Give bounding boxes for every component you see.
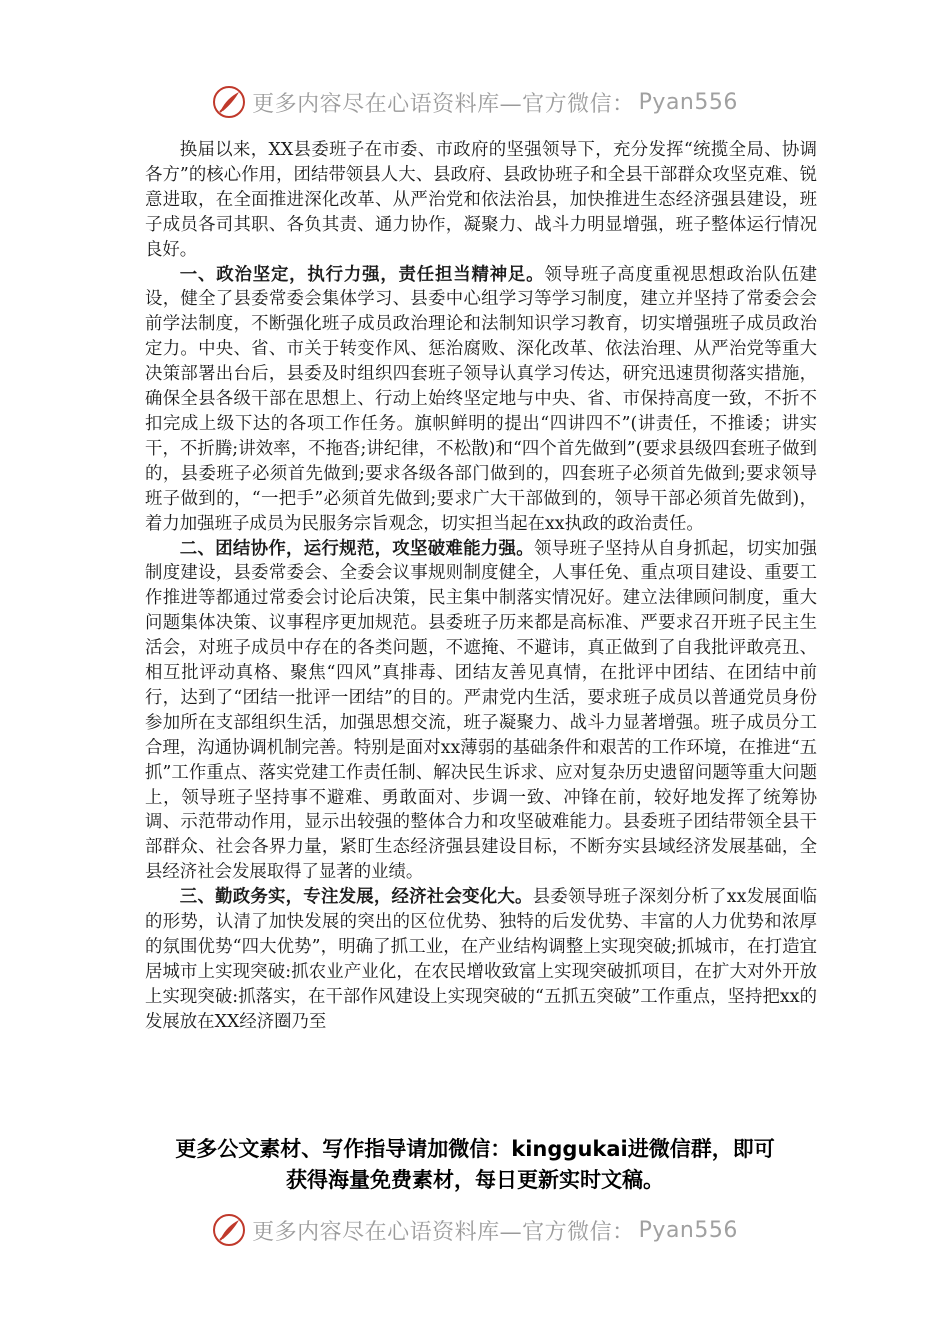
- paragraph-section-3: [145, 885, 817, 1034]
- watermark-wechat-id: Pyan556: [638, 89, 738, 115]
- footer-promo-note: [100, 1134, 850, 1196]
- paragraph-heading: 一、政治坚定，执行力强，责任担当精神足。: [179, 264, 545, 285]
- watermark-text: 更多内容尽在心语资料库—官方微信：: [252, 91, 635, 117]
- paragraph-text: 领导班子高度重视思想政治队伍建设，健全了县委常委会集体学习、县委中心组学习等学习制度，建立并坚持了常委会会前学法制度，不断强化班子成员政治理论和法制知识学习教育，切实增强班子成员政治定力。中央、省、市关于转变作风、惩治腐败、深化改革、依法治理、从严治党等重大决策部署出台后，县委及时组织四套班子领导认真学习传达，研究迅速贯彻落实措施，确保全县各级干部在思想上、行动上始终坚定地与中央、省、市保持高度一致，不折不扣完成上级下达的各项工作任务。旗帜鲜明的提出“四讲四不”(讲责任，不推诿；讲实干，不折腾;讲效率，不拖沓;讲纪律，不松散)和“四个首先做到”(要求县级四套班子做到的，县委班子必须首先做到;要求各级各部门做到的，四套班子必须首先做到;要求领导班子做到的，“一把手”必须首先做到;要求广大干部做到的，领导干部必须首先做到)，着力加强班子成员为民服务宗旨观念，切实担当起在xx执政的政治责任。: [145, 264, 817, 534]
- watermark-wechat-id: Pyan556: [638, 1217, 738, 1243]
- paragraph-text: 县委领导班子深刻分析了xx发展面临的形势，认清了加快发展的突出的区位优势、独特的后发优势、丰富的人力优势和浓厚的氛围优势“四大优势”，明确了抓工业，在产业结构调整上实现突破;抓城市，在打造宜居城市上实现突破:抓农业产业化，在农民增收致富上实现突破抓项目，在扩大对外开放上实现突破:抓落实，在干部作风建设上实现突破的“五抓五突破”工作重点，坚持把xx的发展放在XX经济圈乃至: [145, 887, 817, 1032]
- watermark-text: 更多内容尽在心语资料库—官方微信：: [252, 1219, 635, 1245]
- paragraph-section-1: [145, 263, 817, 537]
- footer-promo-line-2: 获得海量免费素材，每日更新实时文稿。: [286, 1168, 664, 1192]
- watermark-header: [0, 80, 950, 124]
- footer-promo-line-1: 更多公文素材、写作指导请加微信：kinggukai进微信群，即可: [175, 1137, 775, 1161]
- paragraph-text: 领导班子坚持从自身抓起，切实加强制度建设，县委常委会、全委会议事规则制度健全，人事任免、重点项目建设、重要工作推进等都通过常委会讨论后决策，民主集中制落实情况好。建立法律顾问制度，重大问题集体决策、议事程序更加规范。县委班子历来都是高标准、严要求召开班子民主生活会，对班子成员中存在的各类问题，不遮掩、不避讳，真正做到了自我批评敢亮丑、相互批评动真格、聚焦“四风”真排毒、团结友善见真情，在批评中团结、在团结中前行，达到了“团结一批评一团结”的目的。严肃党内生活，要求班子成员以普通党员身份参加所在支部组织生活，加强思想交流，班子凝聚力、战斗力显著增强。班子成员分工合理，沟通协调机制完善。特别是面对xx薄弱的基础条件和艰苦的工作环境，在推进“五抓”工作重点、落实党建工作责任制、解决民生诉求、应对复杂历史遗留问题等重大问题上，领导班子坚持事不避难、勇敢面对、步调一致、冲锋在前，较好地发挥了统筹协调、示范带动作用，显示出较强的整体合力和攻坚破难能力。县委班子团结带领全县干部群众、社会各界力量，紧盯生态经济强县建设目标，不断夯实县域经济发展基础，全县经济社会发展取得了显著的业绩。: [145, 538, 817, 883]
- document-body: [145, 138, 817, 1035]
- feather-pen-logo-icon: [212, 85, 246, 119]
- watermark-footer: [0, 1208, 950, 1252]
- feather-pen-logo-icon: [212, 1213, 246, 1247]
- paragraph-heading: 二、团结协作，运行规范，攻坚破难能力强。: [179, 538, 534, 559]
- paragraph-intro: [145, 138, 817, 263]
- paragraph-heading: 三、勤政务实，专注发展，经济社会变化大。: [179, 887, 533, 908]
- paragraph-section-2: [145, 537, 817, 886]
- paragraph-text: 换届以来，XX县委班子在市委、市政府的坚强领导下，充分发挥“统揽全局、协调各方”的核心作用，团结带领县人大、县政府、县政协班子和全县干部群众攻坚克难、锐意进取，在全面推进深化改革、从严治党和依法治县，加快推进生态经济强县建设，班子成员各司其职、各负其责、通力协作，凝聚力、战斗力明显增强，班子整体运行情况良好。: [145, 140, 817, 260]
